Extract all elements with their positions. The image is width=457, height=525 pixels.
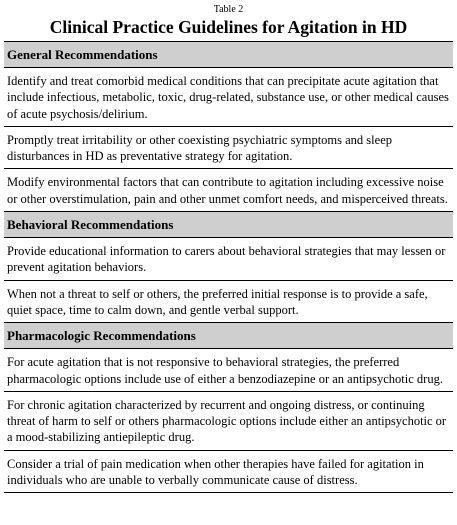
table-row: Promptly treat irritability or other coexisting psychiatric symptoms and sleep disturbances in HD as preventative strategy for agitation. (4, 126, 453, 169)
table-row: Modify environmental factors that can contribute to agitation including excessive noise or other overstimulation, pain and other unmet comfort needs, and misperceived threats. (4, 168, 453, 211)
table-row: Provide educational information to carers about behavioral strategies that may lessen or prevent agitation behaviors. (7, 244, 446, 275)
section-header-behavioral: Behavioral Recommendations (4, 211, 453, 238)
section-header-general: General Recommendations (4, 41, 453, 68)
table-row: For acute agitation that is not responsive to behavioral strategies, the preferred pharmacologic options include use of either a benzodiazepine or an antipsychotic drug. (7, 355, 443, 386)
table-row: For chronic agitation characterized by recurrent and ongoing distress, or continuing threat of harm to self or others pharmacologic options include either an antipsychotic or a mood-stabilizing antiepileptic drug. (4, 391, 453, 450)
table-label: Table 2 (213, 4, 244, 15)
guidelines-table (4, 41, 453, 493)
section-header-pharmacologic: Pharmacologic Recommendations (4, 322, 453, 349)
table-title: Clinical Practice Guidelines for Agitation in HD (49, 17, 408, 37)
table-row: Identify and treat comorbid medical conditions that can precipitate acute agitation that include infectious, metabolic, toxic, drug-related, substance use, or other medical causes of acute psychosis/delirium. (7, 74, 449, 121)
table-row: When not a threat to self or others, the preferred initial response is to provide a safe, quiet space, time to calm down, and gentle verbal support. (4, 280, 453, 323)
table-row: Consider a trial of pain medication when other therapies have failed for agitation in individuals who are unable to verbally communicate cause of distress. (4, 450, 453, 493)
